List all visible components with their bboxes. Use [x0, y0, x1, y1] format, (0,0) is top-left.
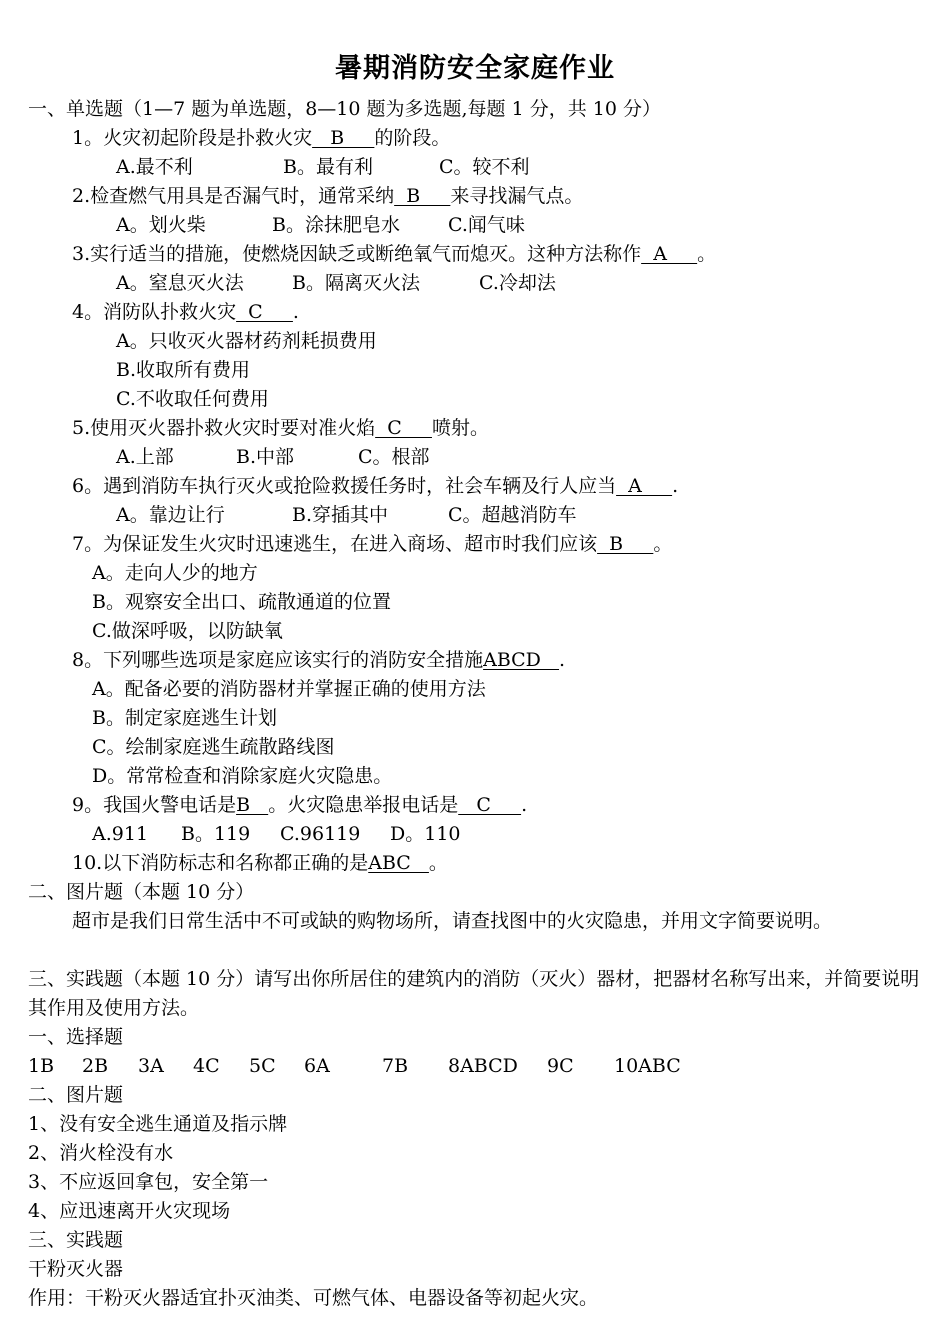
answer-item: 10ABC	[614, 1055, 681, 1077]
answer-item: 1B	[28, 1055, 55, 1077]
question-2-options	[116, 211, 525, 240]
answer-item: 9C	[547, 1055, 574, 1077]
answer-blank: A	[616, 475, 673, 497]
option: C.做深呼吸，以防缺氧	[92, 620, 283, 642]
option: B。119	[181, 823, 251, 845]
option: A。配备必要的消防器材并掌握正确的使用方法	[92, 678, 486, 700]
option: C。较不利	[439, 156, 530, 178]
answer-blank: B	[394, 185, 451, 207]
option: B.中部	[236, 446, 295, 468]
answer-item: 1、没有安全逃生通道及指示牌	[28, 1113, 288, 1135]
option: A。只收灭火器材药剂耗损费用	[116, 330, 377, 352]
question-3-options	[116, 269, 556, 298]
answer-blank: ABCD	[483, 649, 560, 671]
option: C.96119	[280, 823, 361, 845]
option: A.上部	[116, 446, 174, 468]
answer-blank: B	[597, 533, 654, 555]
answer-blank: C	[236, 301, 293, 323]
answers-practice-heading: 三、实践题	[28, 1229, 124, 1251]
option: A。靠边让行	[116, 504, 225, 526]
option: A。走向人少的地方	[92, 562, 258, 584]
answer-item: 6A	[304, 1055, 330, 1077]
section1-heading: 一、单选题（1—7 题为单选题，8—10 题为多选题,每题 1 分，共 10 分）	[28, 98, 661, 120]
answer-blank: ABC	[368, 852, 429, 874]
option: D。110	[390, 823, 461, 845]
answer-item: 干粉灭火器	[28, 1258, 124, 1280]
answers-choice-heading: 一、选择题	[28, 1026, 124, 1048]
answers-picture-heading: 二、图片题	[28, 1084, 124, 1106]
answer-item: 8ABCD	[448, 1055, 518, 1077]
option: C。根部	[358, 446, 430, 468]
option: C。超越消防车	[448, 504, 577, 526]
answer-blank: A	[641, 243, 698, 265]
answer-item: 4C	[193, 1055, 220, 1077]
answer-item: 2、消火栓没有水	[28, 1142, 174, 1164]
answer-item: 4、应迅速离开火灾现场	[28, 1200, 231, 1222]
answers-choice-list	[28, 1052, 681, 1081]
option: B.穿插其中	[292, 504, 389, 526]
document-title: 暑期消防安全家庭作业	[335, 53, 615, 84]
answer-item: 5C	[249, 1055, 276, 1077]
answer-item: 3、不应返回拿包，安全第一	[28, 1171, 269, 1193]
question-5-options	[116, 443, 430, 472]
answer-item: 作用：干粉灭火器适宜扑灭油类、可燃气体、电器设备等初起火灾。	[28, 1287, 599, 1309]
answer-blank: C	[375, 417, 432, 439]
option: B。最有利	[283, 156, 373, 178]
section3-text: 三、实践题（本题 10 分）请写出你所居住的建筑内的消防（灭火）器材，把器材名称写出来，并简要说明其作用及使用方法。	[28, 968, 920, 1019]
question-1-options	[116, 153, 530, 182]
answer-item: 7B	[382, 1055, 409, 1077]
answer-blank: C	[458, 794, 522, 816]
question-4: 4。消防队扑救火灾 C .	[72, 301, 299, 323]
option: A。窒息灭火法	[116, 272, 244, 294]
option: A.911	[92, 823, 149, 845]
answer-item: 3A	[138, 1055, 164, 1077]
option: A.最不利	[116, 156, 193, 178]
question-3: 3.实行适当的措施，使燃烧因缺乏或断绝氧气而熄灭。这种方法称作 A 。	[72, 243, 717, 265]
question-6-options	[116, 501, 577, 530]
option: C.闻气味	[448, 214, 525, 236]
option: B。观察安全出口、疏散通道的位置	[92, 591, 391, 613]
answer-item: 2B	[82, 1055, 109, 1077]
section2-text: 超市是我们日常生活中不可或缺的购物场所，请查找图中的火灾隐患，并用文字简要说明。	[72, 910, 833, 932]
question-8: 8。下列哪些选项是家庭应该实行的消防安全措施ABCD .	[72, 649, 566, 671]
option: C.不收取任何费用	[116, 388, 269, 410]
question-10: 10.以下消防标志和名称都正确的是ABC 。	[72, 852, 448, 874]
option: B。隔离灭火法	[292, 272, 420, 294]
answer-blank: B	[312, 127, 375, 149]
section2-heading: 二、图片题（本题 10 分）	[28, 881, 255, 903]
option: C。绘制家庭逃生疏散路线图	[92, 736, 335, 758]
question-9-options	[92, 820, 461, 849]
question-5: 5.使用灭火器扑救火灾时要对准火焰 C 喷射。	[72, 417, 489, 439]
question-6: 6。遇到消防车执行灭火或抢险救援任务时，社会车辆及行人应当 A .	[72, 475, 679, 497]
answer-blank: B	[236, 794, 269, 816]
option: B。制定家庭逃生计划	[92, 707, 277, 729]
question-9: 9。我国火警电话是B 。火灾隐患举报电话是 C .	[72, 794, 528, 816]
question-7: 7。为保证发生火灾时迅速逃生，在进入商场、超市时我们应该 B 。	[72, 533, 673, 555]
question-2: 2.检查燃气用具是否漏气时，通常采纳 B 来寻找漏气点。	[72, 185, 584, 207]
option: A。划火柴	[116, 214, 206, 236]
option: C.冷却法	[479, 272, 556, 294]
option: D。常常检查和消除家庭火灾隐患。	[92, 765, 393, 787]
option: B.收取所有费用	[116, 359, 251, 381]
option: B。涂抹肥皂水	[272, 214, 400, 236]
question-1: 1。火灾初起阶段是扑救火灾 B 的阶段。	[72, 127, 451, 149]
